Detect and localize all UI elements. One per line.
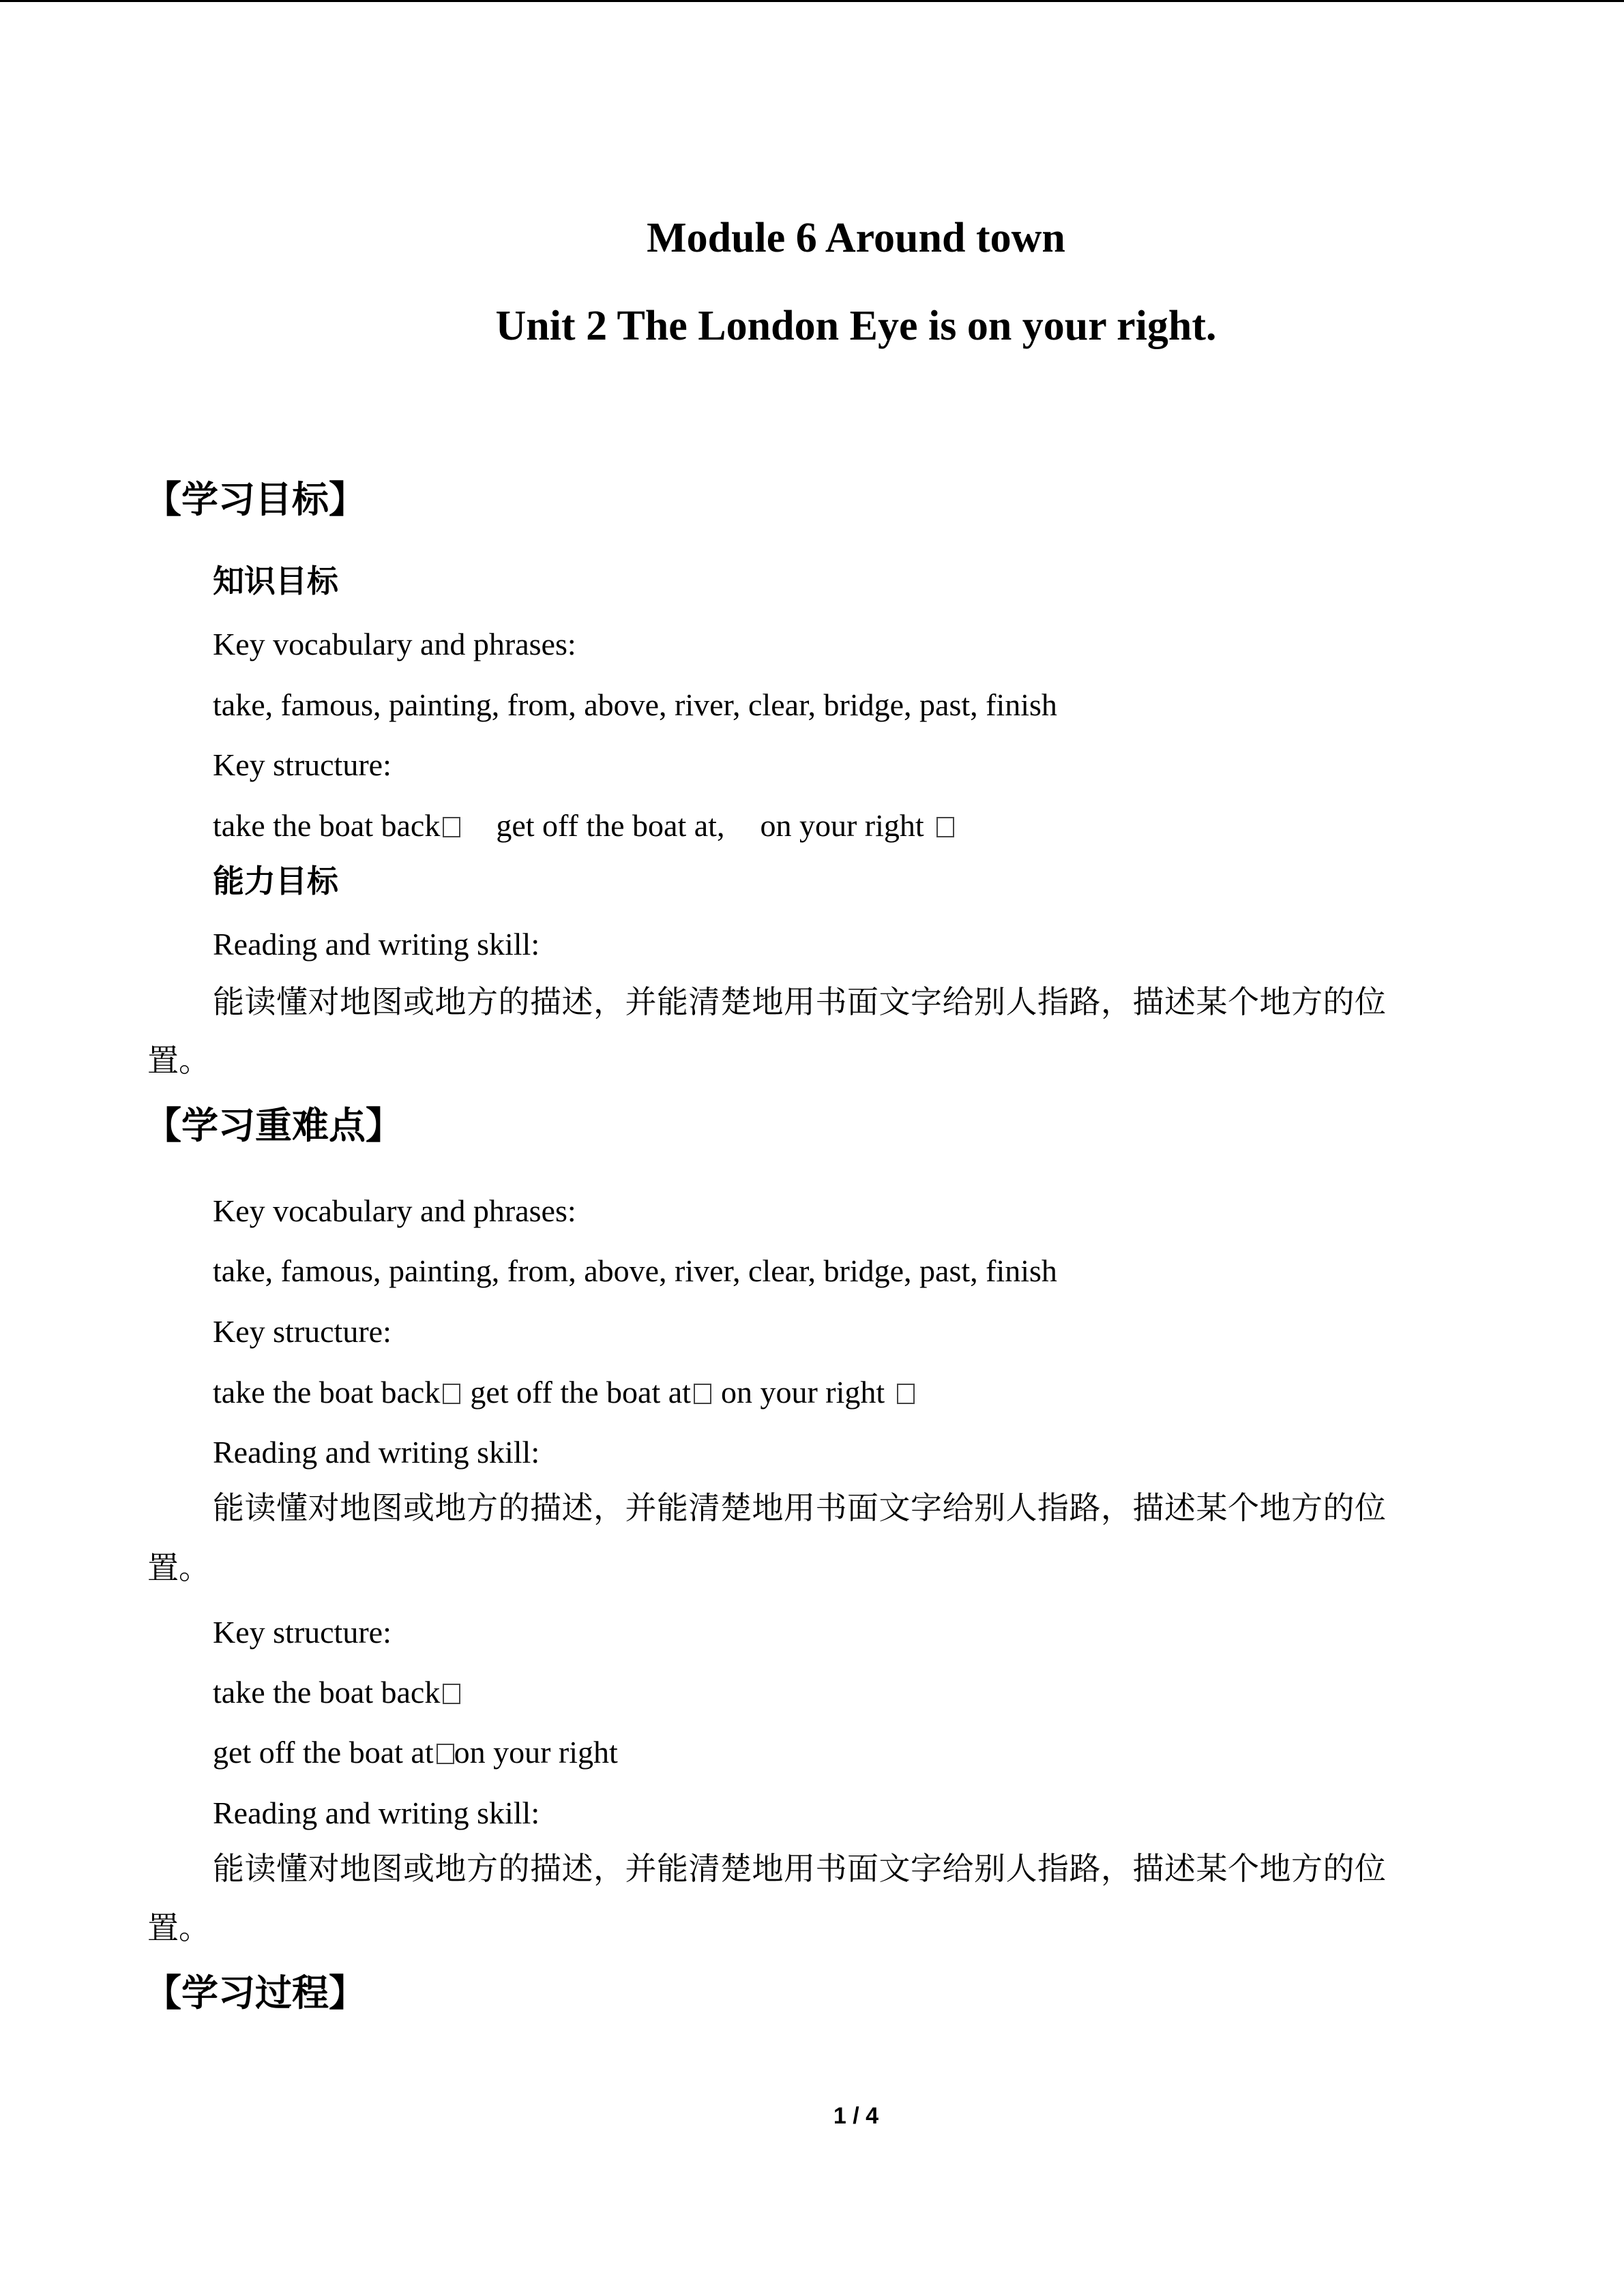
structure-line (213, 810, 954, 841)
structure-phrase: on your right (454, 1735, 618, 1770)
structure-phrase: on your right (760, 808, 924, 843)
structure-line (213, 1737, 618, 1768)
skill-label: Reading and writing skill: (213, 927, 540, 961)
structure-line (213, 1377, 915, 1408)
skill-description-cont: 置。 (147, 1909, 210, 1946)
missing-glyph-box (443, 1684, 460, 1704)
missing-glyph-box (694, 1384, 711, 1404)
structure-phrase: get off the boat at, (496, 808, 725, 843)
section-heading-objectives: 【学习目标】 (145, 478, 366, 521)
missing-glyph-box (443, 817, 460, 837)
section-heading-process: 【学习过程】 (145, 1971, 366, 2014)
vocab-list: take, famous, painting, from, above, river, clear, bridge, past, finish (213, 687, 1057, 722)
structure-label: Key structure: (213, 1615, 392, 1650)
document-title: Module 6 Around town (647, 215, 1065, 261)
skill-label: Reading and writing skill: (213, 1795, 540, 1830)
structure-phrase: take the boat back (213, 808, 441, 843)
vocab-label: Key vocabulary and phrases: (213, 1193, 576, 1228)
structure-label: Key structure: (213, 747, 392, 782)
document-subtitle: Unit 2 The London Eye is on your right. (495, 303, 1217, 349)
skill-description: 能读懂对地图或地方的描述，并能清楚地用书面文字给别人指路，描述某个地方的位 (213, 1489, 1387, 1526)
skill-description: 能读懂对地图或地方的描述，并能清楚地用书面文字给别人指路，描述某个地方的位 (213, 983, 1387, 1020)
page-top-border (0, 0, 1624, 2)
missing-glyph-box (897, 1384, 915, 1404)
missing-glyph-box (936, 817, 954, 837)
structure-phrase: take the boat back (213, 1675, 441, 1710)
skill-description-cont: 置。 (147, 1549, 210, 1586)
vocab-label: Key vocabulary and phrases: (213, 627, 576, 661)
structure-phrase: get off the boat at (470, 1375, 691, 1410)
structure-phrase: take the boat back (213, 1375, 441, 1410)
vocab-list: take, famous, painting, from, above, river, clear, bridge, past, finish (213, 1253, 1057, 1288)
structure-label: Key structure: (213, 1314, 392, 1349)
missing-glyph-box (443, 1384, 460, 1404)
structure-phrase: get off the boat at (213, 1735, 434, 1770)
page-number: 1 / 4 (833, 2103, 879, 2129)
section-heading-keypoints: 【学习重难点】 (145, 1104, 402, 1147)
ability-objectives-heading: 能力目标 (213, 863, 338, 899)
knowledge-objectives-heading: 知识目标 (213, 563, 338, 599)
skill-description-cont: 置。 (147, 1042, 210, 1079)
missing-glyph-box (437, 1744, 454, 1764)
skill-description: 能读懂对地图或地方的描述，并能清楚地用书面文字给别人指路，描述某个地方的位 (213, 1850, 1387, 1887)
structure-line (213, 1677, 460, 1708)
structure-phrase: on your right (720, 1375, 885, 1410)
skill-label: Reading and writing skill: (213, 1435, 540, 1470)
